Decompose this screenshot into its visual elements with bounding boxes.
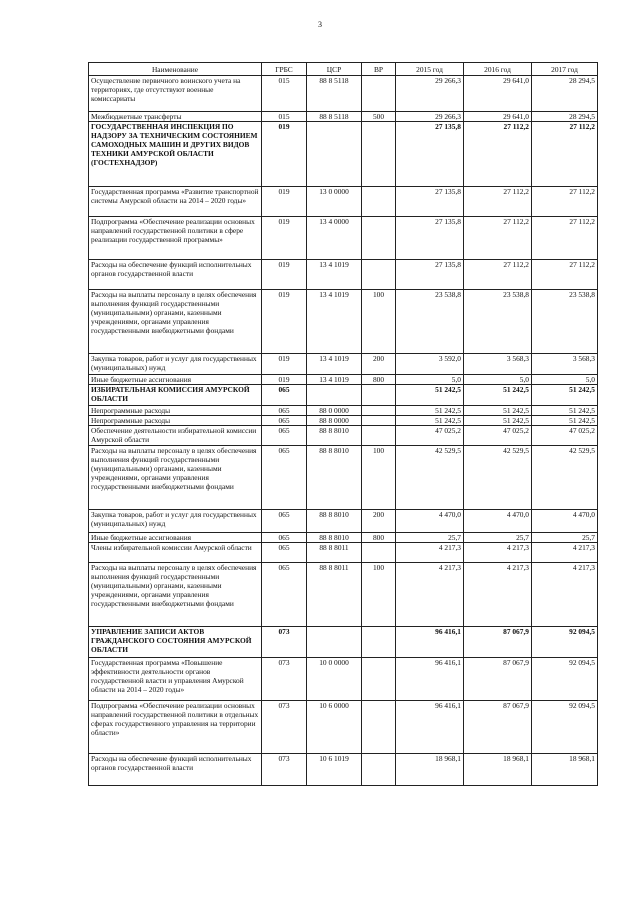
name-cell: Непрограммные расходы (89, 416, 262, 426)
table-row (89, 122, 598, 187)
value-2017: 5,0 (532, 375, 598, 385)
table-row (89, 187, 598, 217)
csr-cell: 88 8 5118 (307, 76, 362, 112)
name-cell: Обеспечение деятельности избирательной комиссии Амурской области (89, 426, 262, 446)
vr-cell (362, 76, 396, 112)
csr-cell: 13 0 0000 (307, 187, 362, 217)
value-2015: 3 592,0 (396, 354, 464, 375)
csr-cell (307, 385, 362, 406)
table-row (89, 385, 598, 406)
name-cell: Межбюджетные трансферты (89, 112, 262, 122)
vr-cell: 500 (362, 112, 396, 122)
value-2015: 96 416,1 (396, 658, 464, 701)
value-2017: 27 112,2 (532, 217, 598, 260)
value-2017: 18 968,1 (532, 754, 598, 786)
value-2016: 5,0 (464, 375, 532, 385)
name-cell: Расходы на обеспечение функций исполнительных органов государственной власти (89, 260, 262, 290)
table-row (89, 260, 598, 290)
name-cell: Расходы на выплаты персоналу в целях обеспечения выполнения функций государственными (муниципальными) органами, казенными учреждениями, органами управления государственными внебюджетными фондами (89, 446, 262, 510)
value-2016: 4 470,0 (464, 510, 532, 533)
name-cell: Непрограммные расходы (89, 406, 262, 416)
value-2016: 3 568,3 (464, 354, 532, 375)
header-vr: ВР (362, 63, 396, 76)
grbs-cell: 073 (262, 658, 307, 701)
grbs-cell: 065 (262, 406, 307, 416)
name-cell: Подпрограмма «Обеспечение реализации основных направлений государственной политики в отдельных сферах государственного управления на территории области» (89, 701, 262, 754)
value-2015: 25,7 (396, 533, 464, 543)
value-2017: 51 242,5 (532, 416, 598, 426)
value-2016: 27 112,2 (464, 260, 532, 290)
csr-cell: 88 8 8011 (307, 563, 362, 627)
value-2016: 87 067,9 (464, 627, 532, 658)
header-csr: ЦСР (307, 63, 362, 76)
vr-cell: 100 (362, 446, 396, 510)
value-2017: 25,7 (532, 533, 598, 543)
csr-cell: 13 4 1019 (307, 354, 362, 375)
grbs-cell: 065 (262, 543, 307, 563)
value-2015: 51 242,5 (396, 385, 464, 406)
name-cell: Подпрограмма «Обеспечение реализации основных направлений государственной политики в сфере реализации государственной программы» (89, 217, 262, 260)
name-cell: Расходы на выплаты персоналу в целях обеспечения выполнения функций государственными (муниципальными) органами, казенными учреждениями, органами управления государственными внебюджетными фондами (89, 290, 262, 354)
value-2015: 47 025,2 (396, 426, 464, 446)
value-2016: 23 538,8 (464, 290, 532, 354)
value-2017: 51 242,5 (532, 406, 598, 416)
value-2016: 29 641,0 (464, 112, 532, 122)
value-2015: 51 242,5 (396, 406, 464, 416)
grbs-cell: 019 (262, 375, 307, 385)
value-2016: 4 217,3 (464, 563, 532, 627)
table-row (89, 533, 598, 543)
grbs-cell: 019 (262, 122, 307, 187)
value-2015: 4 217,3 (396, 563, 464, 627)
vr-cell (362, 260, 396, 290)
table-row (89, 446, 598, 510)
value-2015: 42 529,5 (396, 446, 464, 510)
value-2016: 51 242,5 (464, 406, 532, 416)
value-2016: 25,7 (464, 533, 532, 543)
name-cell: Осуществление первичного воинского учета на территориях, где отсутствуют военные комиссариаты (89, 76, 262, 112)
table-row (89, 543, 598, 563)
value-2016: 27 112,2 (464, 217, 532, 260)
vr-cell: 100 (362, 563, 396, 627)
value-2017: 51 242,5 (532, 385, 598, 406)
value-2017: 27 112,2 (532, 122, 598, 187)
csr-cell: 10 6 1019 (307, 754, 362, 786)
name-cell: ИЗБИРАТЕЛЬНАЯ КОМИССИЯ АМУРСКОЙ ОБЛАСТИ (89, 385, 262, 406)
table-row (89, 426, 598, 446)
csr-cell: 10 6 0000 (307, 701, 362, 754)
table-row (89, 375, 598, 385)
table-row (89, 112, 598, 122)
value-2016: 18 968,1 (464, 754, 532, 786)
table-row (89, 354, 598, 375)
grbs-cell: 015 (262, 76, 307, 112)
table-row (89, 406, 598, 416)
header-2017: 2017 год (532, 63, 598, 76)
vr-cell (362, 543, 396, 563)
value-2017: 28 294,5 (532, 76, 598, 112)
vr-cell (362, 122, 396, 187)
vr-cell (362, 658, 396, 701)
value-2015: 96 416,1 (396, 701, 464, 754)
value-2015: 96 416,1 (396, 627, 464, 658)
csr-cell: 88 8 8010 (307, 510, 362, 533)
name-cell: Иные бюджетные ассигнования (89, 375, 262, 385)
vr-cell (362, 627, 396, 658)
header-row (89, 63, 598, 76)
csr-cell: 88 8 8010 (307, 533, 362, 543)
vr-cell (362, 426, 396, 446)
value-2015: 5,0 (396, 375, 464, 385)
value-2017: 23 538,8 (532, 290, 598, 354)
vr-cell (362, 701, 396, 754)
name-cell: Иные бюджетные ассигнования (89, 533, 262, 543)
name-cell: ГОСУДАРСТВЕННАЯ ИНСПЕКЦИЯ ПО НАДЗОРУ ЗА ТЕХНИЧЕСКИМ СОСТОЯНИЕМ САМОХОДНЫХ МАШИН И ДРУГИХ ВИДОВ ТЕХНИКИ АМУРСКОЙ ОБЛАСТИ (ГОСТЕХНАДЗОР) (89, 122, 262, 187)
value-2015: 27 135,8 (396, 260, 464, 290)
value-2016: 87 067,9 (464, 701, 532, 754)
csr-cell: 88 8 8011 (307, 543, 362, 563)
vr-cell: 800 (362, 533, 396, 543)
csr-cell: 13 4 1019 (307, 375, 362, 385)
csr-cell: 88 8 5118 (307, 112, 362, 122)
grbs-cell: 019 (262, 260, 307, 290)
vr-cell (362, 187, 396, 217)
grbs-cell: 015 (262, 112, 307, 122)
value-2015: 51 242,5 (396, 416, 464, 426)
csr-cell: 88 8 8010 (307, 426, 362, 446)
value-2017: 92 094,5 (532, 701, 598, 754)
header-name: Наименование (89, 63, 262, 76)
value-2016: 87 067,9 (464, 658, 532, 701)
header-2016: 2016 год (464, 63, 532, 76)
name-cell: Члены избирательной комиссии Амурской области (89, 543, 262, 563)
value-2017: 47 025,2 (532, 426, 598, 446)
csr-cell (307, 627, 362, 658)
table-row (89, 701, 598, 754)
value-2016: 51 242,5 (464, 385, 532, 406)
grbs-cell: 065 (262, 446, 307, 510)
name-cell: Государственная программа «Повышение эффективности деятельности органов государственной власти и управления Амурской области на 2014 – 2020 годы» (89, 658, 262, 701)
name-cell: Государственная программа «Развитие транспортной системы Амурской области на 2014 – 2020 годы» (89, 187, 262, 217)
value-2016: 4 217,3 (464, 543, 532, 563)
budget-table (88, 62, 598, 786)
grbs-cell: 019 (262, 354, 307, 375)
csr-cell: 88 0 0000 (307, 406, 362, 416)
table-row (89, 76, 598, 112)
value-2015: 23 538,8 (396, 290, 464, 354)
table-row (89, 290, 598, 354)
csr-cell: 13 4 0000 (307, 217, 362, 260)
value-2016: 27 112,2 (464, 187, 532, 217)
table-row (89, 217, 598, 260)
csr-cell: 88 8 8010 (307, 446, 362, 510)
grbs-cell: 065 (262, 533, 307, 543)
value-2017: 27 112,2 (532, 260, 598, 290)
table-row (89, 658, 598, 701)
grbs-cell: 073 (262, 627, 307, 658)
table-row (89, 754, 598, 786)
value-2016: 29 641,0 (464, 76, 532, 112)
value-2016: 51 242,5 (464, 416, 532, 426)
value-2017: 4 470,0 (532, 510, 598, 533)
table-row (89, 416, 598, 426)
grbs-cell: 065 (262, 416, 307, 426)
value-2015: 27 135,8 (396, 122, 464, 187)
value-2015: 29 266,3 (396, 112, 464, 122)
vr-cell: 200 (362, 354, 396, 375)
value-2015: 18 968,1 (396, 754, 464, 786)
value-2017: 92 094,5 (532, 627, 598, 658)
grbs-cell: 065 (262, 510, 307, 533)
name-cell: Закупка товаров, работ и услуг для государственных (муниципальных) нужд (89, 510, 262, 533)
header-2015: 2015 год (396, 63, 464, 76)
value-2015: 4 217,3 (396, 543, 464, 563)
grbs-cell: 073 (262, 701, 307, 754)
grbs-cell: 019 (262, 217, 307, 260)
value-2017: 3 568,3 (532, 354, 598, 375)
value-2015: 29 266,3 (396, 76, 464, 112)
grbs-cell: 019 (262, 290, 307, 354)
value-2015: 27 135,8 (396, 217, 464, 260)
vr-cell (362, 385, 396, 406)
name-cell: Расходы на обеспечение функций исполнительных органов государственной власти (89, 754, 262, 786)
table-row (89, 627, 598, 658)
csr-cell: 13 4 1019 (307, 260, 362, 290)
value-2017: 42 529,5 (532, 446, 598, 510)
name-cell: УПРАВЛЕНИЕ ЗАПИСИ АКТОВ ГРАЖДАНСКОГО СОСТОЯНИЯ АМУРСКОЙ ОБЛАСТИ (89, 627, 262, 658)
grbs-cell: 065 (262, 385, 307, 406)
value-2017: 4 217,3 (532, 543, 598, 563)
grbs-cell: 065 (262, 563, 307, 627)
value-2017: 4 217,3 (532, 563, 598, 627)
grbs-cell: 065 (262, 426, 307, 446)
vr-cell: 800 (362, 375, 396, 385)
name-cell: Закупка товаров, работ и услуг для государственных (муниципальных) нужд (89, 354, 262, 375)
vr-cell (362, 406, 396, 416)
value-2015: 27 135,8 (396, 187, 464, 217)
vr-cell: 200 (362, 510, 396, 533)
page-number: 3 (318, 20, 322, 29)
table-row (89, 563, 598, 627)
vr-cell: 100 (362, 290, 396, 354)
csr-cell (307, 122, 362, 187)
grbs-cell: 019 (262, 187, 307, 217)
value-2017: 28 294,5 (532, 112, 598, 122)
value-2015: 4 470,0 (396, 510, 464, 533)
value-2016: 27 112,2 (464, 122, 532, 187)
name-cell: Расходы на выплаты персоналу в целях обеспечения выполнения функций государственными (муниципальными) органами, казенными учреждениями, органами управления государственными внебюджетными фондами (89, 563, 262, 627)
table-row (89, 510, 598, 533)
grbs-cell: 073 (262, 754, 307, 786)
csr-cell: 13 4 1019 (307, 290, 362, 354)
vr-cell (362, 217, 396, 260)
vr-cell (362, 754, 396, 786)
vr-cell (362, 416, 396, 426)
value-2017: 27 112,2 (532, 187, 598, 217)
value-2017: 92 094,5 (532, 658, 598, 701)
csr-cell: 88 8 0000 (307, 416, 362, 426)
value-2016: 47 025,2 (464, 426, 532, 446)
csr-cell: 10 0 0000 (307, 658, 362, 701)
header-grbs: ГРБС (262, 63, 307, 76)
value-2016: 42 529,5 (464, 446, 532, 510)
